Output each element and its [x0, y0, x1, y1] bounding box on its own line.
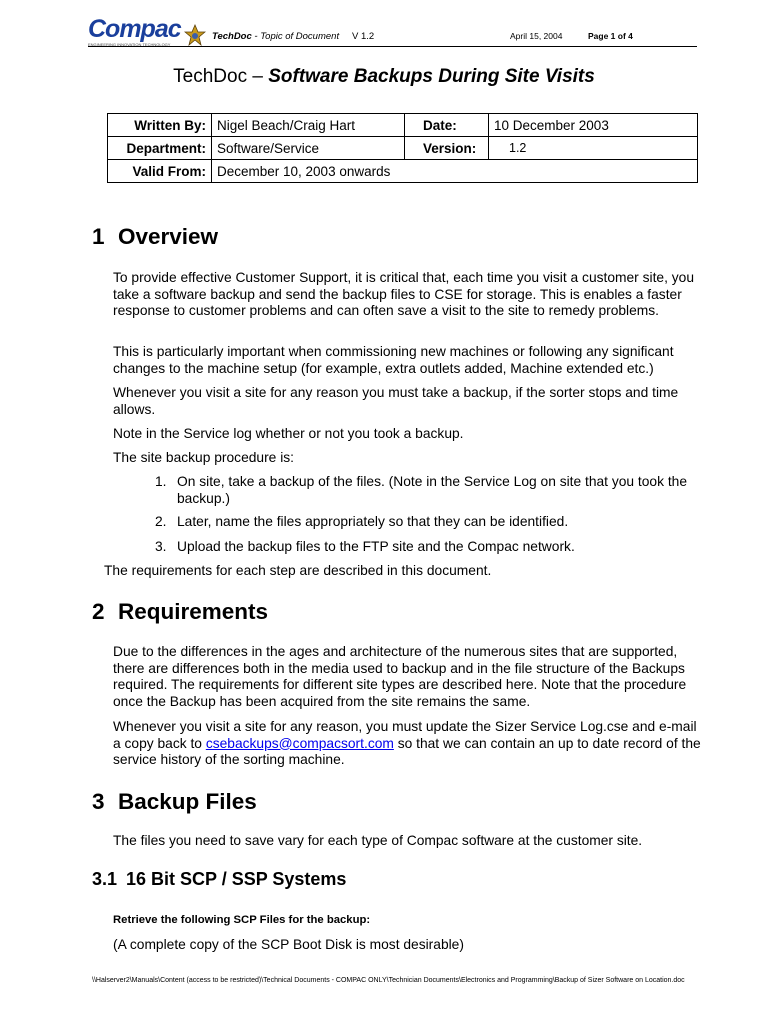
- list-item-text: Upload the backup files to the FTP site and the Compac network.: [177, 539, 575, 554]
- requirements-text-a: Whenever you visit a site for any reason, you must update the Sizer Service Log.cse and e-mail a copy back to: [113, 719, 697, 751]
- list-item-text: On site, take a backup of the files. (Note in the Service Log on site that you took the backup.): [177, 474, 688, 506]
- header-page: Page 1 of 4: [588, 31, 633, 41]
- techdoc-icon: [184, 24, 206, 46]
- document-info-table: [107, 113, 698, 183]
- title-prefix: TechDoc –: [173, 66, 269, 87]
- section-2-title: Requirements: [118, 599, 269, 624]
- table-row: [108, 160, 698, 183]
- header-date: April 15, 2004: [510, 31, 563, 41]
- section-1-number: 1: [92, 224, 105, 249]
- section-3-title: Backup Files: [118, 789, 257, 814]
- section-3-number: 3: [92, 789, 105, 814]
- list-item-number: 3.: [155, 539, 167, 554]
- subsection-title: 16 Bit SCP / SSP Systems: [126, 869, 347, 889]
- section-1-title: Overview: [118, 224, 219, 249]
- footer-file-path: \\Halserver2\Manuals\Content (access to be restricted)\Technical Documents - COMPAC ONLY\Technician Documents\Electronics and Programming\Backup of Sizer Software on Location.doc: [92, 977, 685, 984]
- list-item-number: 2.: [155, 514, 167, 529]
- requirements-paragraph-2: [113, 719, 703, 769]
- header-doc-label: [212, 31, 339, 42]
- section-1-heading: [92, 224, 218, 250]
- written-by-value: Nigel Beach/Craig Hart: [212, 114, 405, 137]
- section-2-number: 2: [92, 599, 105, 624]
- list-item-number: 1.: [155, 474, 167, 489]
- table-row: [108, 137, 698, 160]
- overview-paragraph-5: The site backup procedure is:: [113, 450, 294, 465]
- written-by-label: Written By:: [108, 114, 212, 137]
- version-label: Version:: [405, 137, 489, 160]
- logo-subtext: ENGINEERING INNOVATION TECHNOLOGY: [88, 42, 171, 47]
- valid-from-label: Valid From:: [108, 160, 212, 183]
- subsection-number: 3.1: [92, 869, 118, 889]
- department-label: Department:: [108, 137, 212, 160]
- header-topic: - Topic of Document: [251, 31, 340, 42]
- department-value: Software/Service: [212, 137, 405, 160]
- compac-logo: [88, 15, 181, 48]
- requirements-text-b: so that we can contain an up to date record of the service history of the sorting machine.: [113, 735, 701, 768]
- page-title: [0, 66, 768, 88]
- title-main: Software Backups During Site Visits: [268, 66, 595, 87]
- overview-paragraph-3: Whenever you visit a site for any reason you must take a backup, if the sorter stops and time allows.: [113, 385, 679, 417]
- requirements-paragraph-1: Due to the differences in the ages and architecture of the numerous sites that are supported, there are differences both in the media used to backup and in the file structure of the Backups required. The requirements for different site types are described here. Note that the procedure once the Backup has been acquired from the site remains the same.: [113, 644, 687, 709]
- complete-copy-note: (A complete copy of the SCP Boot Disk is most desirable): [113, 937, 464, 952]
- overview-paragraph-6: The requirements for each step are described in this document.: [104, 563, 492, 578]
- list-item-text: Later, name the files appropriately so that they can be identified.: [177, 514, 569, 529]
- logo-text: Compac: [88, 15, 181, 43]
- section-3-heading: [92, 789, 257, 815]
- date-value: 10 December 2003: [489, 114, 698, 137]
- email-link[interactable]: csebackups@compacsort.com: [205, 735, 394, 751]
- date-label: Date:: [405, 114, 489, 137]
- version-value: 1.2: [489, 137, 698, 160]
- header-rule: [88, 46, 697, 47]
- section-2-heading: [92, 599, 268, 625]
- list-item: [155, 474, 695, 507]
- backup-files-paragraph: The files you need to save vary for each type of Compac software at the customer site.: [113, 833, 643, 848]
- header-version: V 1.2: [352, 31, 375, 42]
- overview-paragraph-4: Note in the Service log whether or not you took a backup.: [113, 426, 464, 441]
- overview-paragraph-2: This is particularly important when commissioning new machines or following any significant changes to the machine setup (for example, extra outlets added, Machine extended etc.): [113, 344, 674, 376]
- overview-paragraph-1: To provide effective Customer Support, it is critical that, each time you visit a customer site, you take a software backup and send the backup files to CSE for storage. This is enables a faster response to customer problems and can often save a visit to the site to remedy problems.: [113, 270, 694, 319]
- retrieve-instruction: Retrieve the following SCP Files for the backup:: [113, 914, 371, 926]
- table-row: [108, 114, 698, 137]
- header-techdoc: TechDoc: [212, 31, 252, 42]
- list-item: [155, 514, 695, 531]
- valid-from-value: December 10, 2003 onwards: [212, 160, 698, 183]
- list-item: [155, 539, 695, 556]
- subsection-heading: [92, 869, 346, 890]
